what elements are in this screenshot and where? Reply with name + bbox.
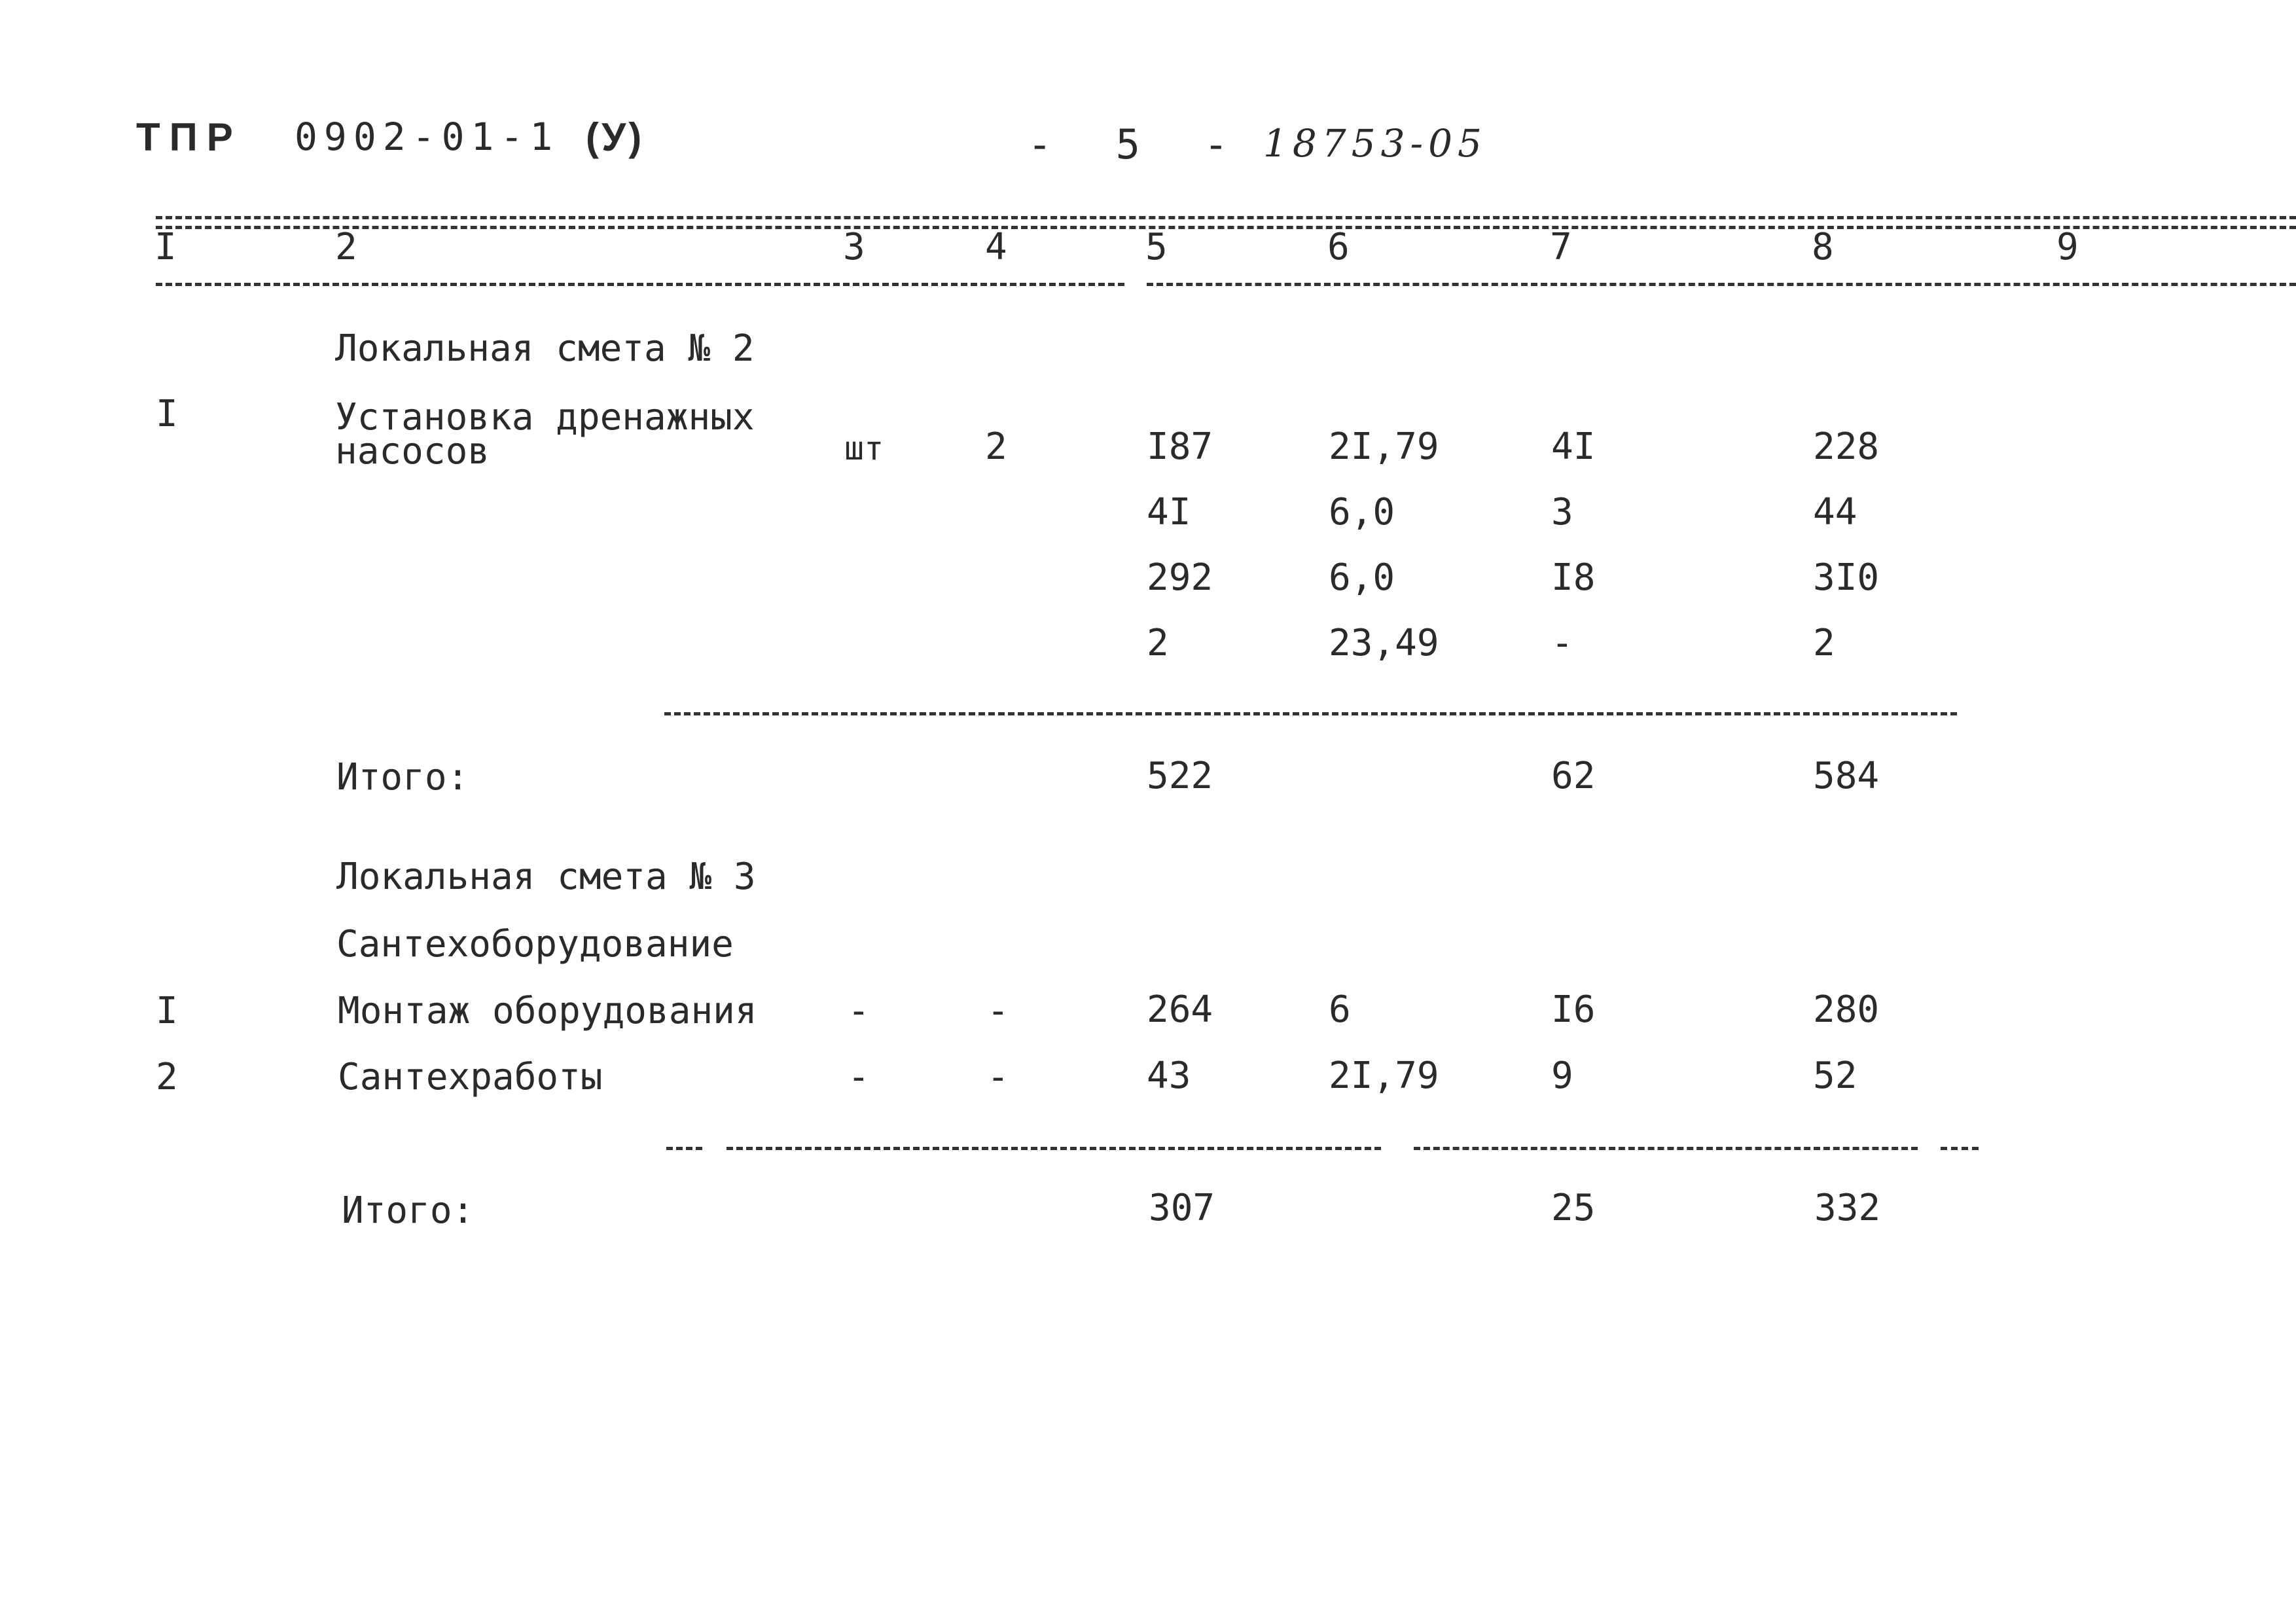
column-header-3: 3 [843, 226, 865, 268]
cell-c3: - [848, 990, 870, 1032]
cell-c4: - [987, 1056, 1009, 1098]
column-header-7: 7 [1550, 226, 1572, 268]
cell-c4: - [987, 990, 1009, 1032]
cell-c8: 3I0 [1813, 556, 1880, 599]
cell-c8: 44 [1813, 491, 1857, 533]
row-number: 2 [156, 1056, 178, 1098]
column-header-1: I [154, 226, 177, 268]
column-header-9: 9 [2056, 226, 2079, 268]
total-label: Итого: [342, 1189, 475, 1232]
column-header-5: 5 [1145, 226, 1168, 268]
cell-c8: 52 [1813, 1055, 1857, 1097]
doc-code: ТПР [136, 115, 242, 159]
cell-c5: 4I [1147, 491, 1191, 533]
row-name: Монтаж оборудования [338, 990, 757, 1032]
cell-c7: 3 [1551, 491, 1573, 533]
total-c5: 307 [1149, 1187, 1215, 1229]
section-2-title: Локальная смета № 2 [335, 327, 755, 370]
column-header-6: 6 [1327, 226, 1350, 268]
column-header-2: 2 [335, 226, 357, 268]
total-c8: 332 [1814, 1187, 1881, 1229]
cell-c5: 43 [1147, 1055, 1191, 1097]
cell-c6: 6,0 [1329, 491, 1395, 533]
row-quantity: 2 [985, 425, 1007, 468]
cell-c5: I87 [1147, 425, 1213, 468]
subtotal-rule-seg-3 [1414, 1147, 1918, 1150]
cell-c7: I6 [1551, 988, 1596, 1031]
cell-c7: 9 [1551, 1055, 1573, 1097]
cell-c6: 23,49 [1329, 622, 1439, 664]
total-c7: 62 [1551, 755, 1596, 797]
cell-c6: 2I,79 [1329, 425, 1439, 468]
cell-c6: 6 [1329, 988, 1351, 1031]
table-top-rule-2 [156, 226, 2296, 229]
cell-c8: 280 [1813, 988, 1880, 1031]
cell-c6: 2I,79 [1329, 1055, 1439, 1097]
total-c8: 584 [1813, 755, 1880, 797]
cell-c6: 6,0 [1329, 556, 1395, 599]
doc-suffix: (У) [586, 115, 645, 159]
cell-c5: 264 [1147, 988, 1213, 1031]
row-name-line-1: Установка дренажных [335, 396, 755, 439]
row-name-line-2: насосов [335, 430, 490, 473]
cell-c3: - [848, 1056, 870, 1098]
cell-c8: 2 [1813, 622, 1835, 664]
row-number: I [156, 990, 178, 1032]
row-name: Сантехработы [338, 1056, 603, 1098]
total-c5: 522 [1147, 755, 1213, 797]
page-number: - 5 - [1028, 120, 1248, 168]
section-3-subtitle: Сантехоборудование [336, 923, 734, 965]
section-3-title: Локальная смета № 3 [336, 856, 756, 898]
doc-number: 0902-01-1 [295, 115, 560, 159]
sheet-code: 18753-05 [1263, 121, 1487, 166]
cell-c5: 2 [1147, 622, 1169, 664]
table-top-rule [156, 216, 2296, 219]
column-header-8: 8 [1812, 226, 1834, 268]
cell-c7: 4I [1551, 425, 1596, 468]
cell-c7: I8 [1551, 556, 1596, 599]
subtotal-rule-seg-2 [726, 1147, 1381, 1150]
cell-c7: - [1551, 622, 1573, 664]
cell-c5: 292 [1147, 556, 1213, 599]
subtotal-rule [664, 712, 1957, 715]
cell-c8: 228 [1813, 425, 1880, 468]
row-number: I [156, 393, 178, 435]
header-bottom-rule-right [1147, 283, 2296, 286]
subtotal-rule-seg-4 [1941, 1147, 1979, 1150]
total-c7: 25 [1551, 1187, 1596, 1229]
total-label: Итого: [336, 756, 469, 799]
column-header-4: 4 [985, 226, 1007, 268]
header-bottom-rule-left [156, 283, 1124, 286]
row-unit: шт [844, 429, 884, 467]
subtotal-rule-seg-1 [666, 1147, 702, 1150]
